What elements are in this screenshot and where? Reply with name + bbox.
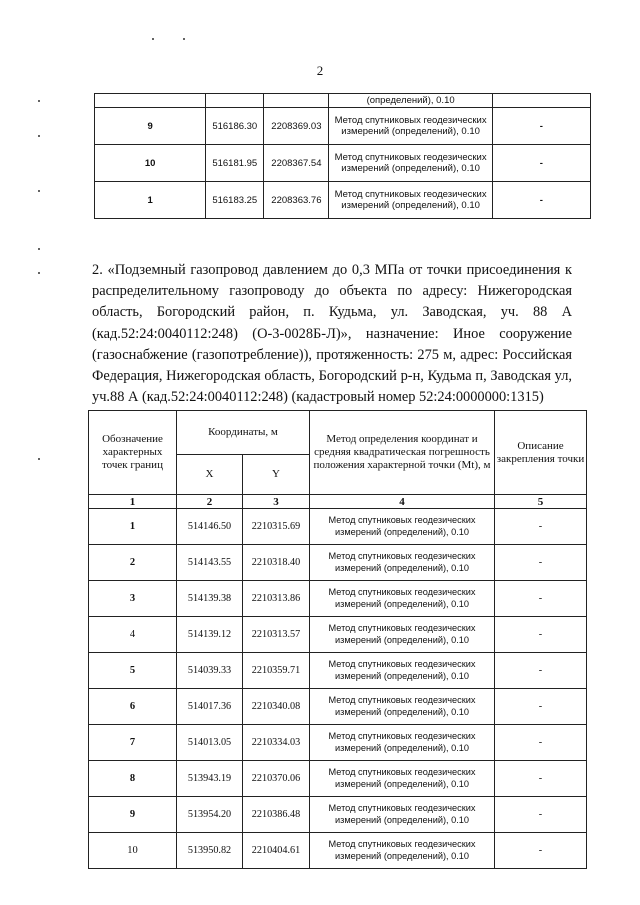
y-cell: 2210334.03 — [243, 725, 310, 761]
y-cell — [264, 94, 329, 108]
y-cell: 2210370.06 — [243, 761, 310, 797]
scan-speck — [38, 248, 40, 250]
method-cell: Метод спутниковых геодезических измерений (определений), 0.10 — [329, 108, 492, 145]
table-row — [95, 145, 591, 182]
x-cell: 514139.38 — [177, 581, 243, 617]
y-cell: 2210359.71 — [243, 653, 310, 689]
y-cell: 2208367.54 — [264, 145, 329, 182]
scan-speck — [152, 38, 154, 40]
point-cell: 6 — [89, 689, 177, 725]
fix-cell: - — [492, 108, 590, 145]
method-cell: Метод спутниковых геодезических измерений (определений), 0.10 — [310, 617, 495, 653]
column-index-row — [89, 495, 587, 509]
scan-speck — [38, 190, 40, 192]
fix-cell: - — [495, 725, 587, 761]
x-cell: 514139.12 — [177, 617, 243, 653]
fix-header: Описание закрепления точки — [495, 411, 587, 495]
column-index: 5 — [495, 495, 587, 509]
y-cell: 2210313.57 — [243, 617, 310, 653]
table-row — [89, 509, 587, 545]
fix-cell: - — [495, 689, 587, 725]
point-cell: 5 — [89, 653, 177, 689]
table-row — [89, 581, 587, 617]
scan-speck — [38, 458, 40, 460]
method-cell: Метод спутниковых геодезических измерений (определений), 0.10 — [310, 725, 495, 761]
y-cell: 2210404.61 — [243, 833, 310, 869]
y-cell: 2208363.76 — [264, 182, 329, 219]
scan-speck — [38, 100, 40, 102]
column-index: 2 — [177, 495, 243, 509]
table-row — [89, 761, 587, 797]
column-index: 1 — [89, 495, 177, 509]
method-cell: Метод спутниковых геодезических измерений (определений), 0.10 — [310, 509, 495, 545]
fix-cell: - — [495, 617, 587, 653]
y-cell: 2210340.08 — [243, 689, 310, 725]
y-header: Y — [243, 455, 310, 495]
x-cell: 514017.36 — [177, 689, 243, 725]
table-row — [89, 725, 587, 761]
fix-cell: - — [492, 145, 590, 182]
point-cell — [95, 94, 206, 108]
point-cell: 10 — [95, 145, 206, 182]
table-row — [89, 545, 587, 581]
x-cell: 513943.19 — [177, 761, 243, 797]
table-row — [95, 108, 591, 145]
column-index: 4 — [310, 495, 495, 509]
fix-cell: - — [495, 761, 587, 797]
x-cell: 513954.20 — [177, 797, 243, 833]
point-cell: 3 — [89, 581, 177, 617]
point-cell: 9 — [95, 108, 206, 145]
method-cell: Метод спутниковых геодезических измерений (определений), 0.10 — [329, 182, 492, 219]
table-row — [89, 617, 587, 653]
point-cell: 1 — [89, 509, 177, 545]
x-cell: 516183.25 — [206, 182, 264, 219]
x-cell: 513950.82 — [177, 833, 243, 869]
y-cell: 2210315.69 — [243, 509, 310, 545]
column-index: 3 — [243, 495, 310, 509]
fix-cell: - — [495, 509, 587, 545]
method-cell: Метод спутниковых геодезических измерений (определений), 0.10 — [310, 833, 495, 869]
method-cell: Метод спутниковых геодезических измерений (определений), 0.10 — [310, 797, 495, 833]
x-cell: 516181.95 — [206, 145, 264, 182]
designation-header: Обозначение характерных точек границ — [89, 411, 177, 495]
point-cell: 10 — [89, 833, 177, 869]
point-cell: 8 — [89, 761, 177, 797]
fix-cell — [492, 94, 590, 108]
table-row — [89, 689, 587, 725]
x-cell: 514146.50 — [177, 509, 243, 545]
table-row — [95, 94, 591, 108]
point-cell: 2 — [89, 545, 177, 581]
scan-speck — [38, 135, 40, 137]
method-cell: (определений), 0.10 — [329, 94, 492, 108]
fix-cell: - — [495, 653, 587, 689]
method-cell: Метод спутниковых геодезических измерений (определений), 0.10 — [310, 545, 495, 581]
table-row — [89, 797, 587, 833]
method-cell: Метод спутниковых геодезических измерений (определений), 0.10 — [329, 145, 492, 182]
x-cell: 516186.30 — [206, 108, 264, 145]
y-cell: 2210386.48 — [243, 797, 310, 833]
coordinates-table — [88, 410, 587, 869]
coordinates-table-continued — [94, 93, 591, 219]
table-row — [95, 182, 591, 219]
table-row — [89, 833, 587, 869]
y-cell: 2210313.86 — [243, 581, 310, 617]
scan-speck — [38, 272, 40, 274]
method-header: Метод определения координат и средняя квадратическая погрешность положения характерной точки (Mt), м — [310, 411, 495, 495]
fix-cell: - — [492, 182, 590, 219]
scan-speck — [183, 38, 185, 40]
table-row — [89, 653, 587, 689]
point-cell: 4 — [89, 617, 177, 653]
method-cell: Метод спутниковых геодезических измерений (определений), 0.10 — [310, 689, 495, 725]
x-cell: 514143.55 — [177, 545, 243, 581]
fix-cell: - — [495, 833, 587, 869]
table-header-row — [89, 411, 587, 455]
point-cell: 1 — [95, 182, 206, 219]
method-cell: Метод спутниковых геодезических измерений (определений), 0.10 — [310, 581, 495, 617]
fix-cell: - — [495, 545, 587, 581]
object-description-paragraph: 2. «Подземный газопровод давлением до 0,3 МПа от точки присоединения к распределительному газопроводу до объекта по адресу: Нижегородская область, Богородский район, п. Кудьма, ул. Заводская, уч. 88 А (кад.52:24:0040112:248) (О-3-0028Б-Л)», назначение: Иное сооружение (газоснабжение (газопотребление)), протяженность: 275 м, адрес: Российская Федерация, Нижегородская область, Богородский р-н, Кудьма п, Заводская ул, уч.88 А (кад.52:24:0040112:248) (кадастровый номер 52:24:0000000:1315) — [92, 262, 572, 406]
y-cell: 2210318.40 — [243, 545, 310, 581]
x-cell: 514013.05 — [177, 725, 243, 761]
x-cell — [206, 94, 264, 108]
point-cell: 7 — [89, 725, 177, 761]
x-header: X — [177, 455, 243, 495]
fix-cell: - — [495, 581, 587, 617]
page-number: 2 — [316, 63, 324, 78]
method-cell: Метод спутниковых геодезических измерений (определений), 0.10 — [310, 653, 495, 689]
coordinates-header: Координаты, м — [177, 411, 310, 455]
fix-cell: - — [495, 797, 587, 833]
y-cell: 2208369.03 — [264, 108, 329, 145]
x-cell: 514039.33 — [177, 653, 243, 689]
method-cell: Метод спутниковых геодезических измерений (определений), 0.10 — [310, 761, 495, 797]
point-cell: 9 — [89, 797, 177, 833]
